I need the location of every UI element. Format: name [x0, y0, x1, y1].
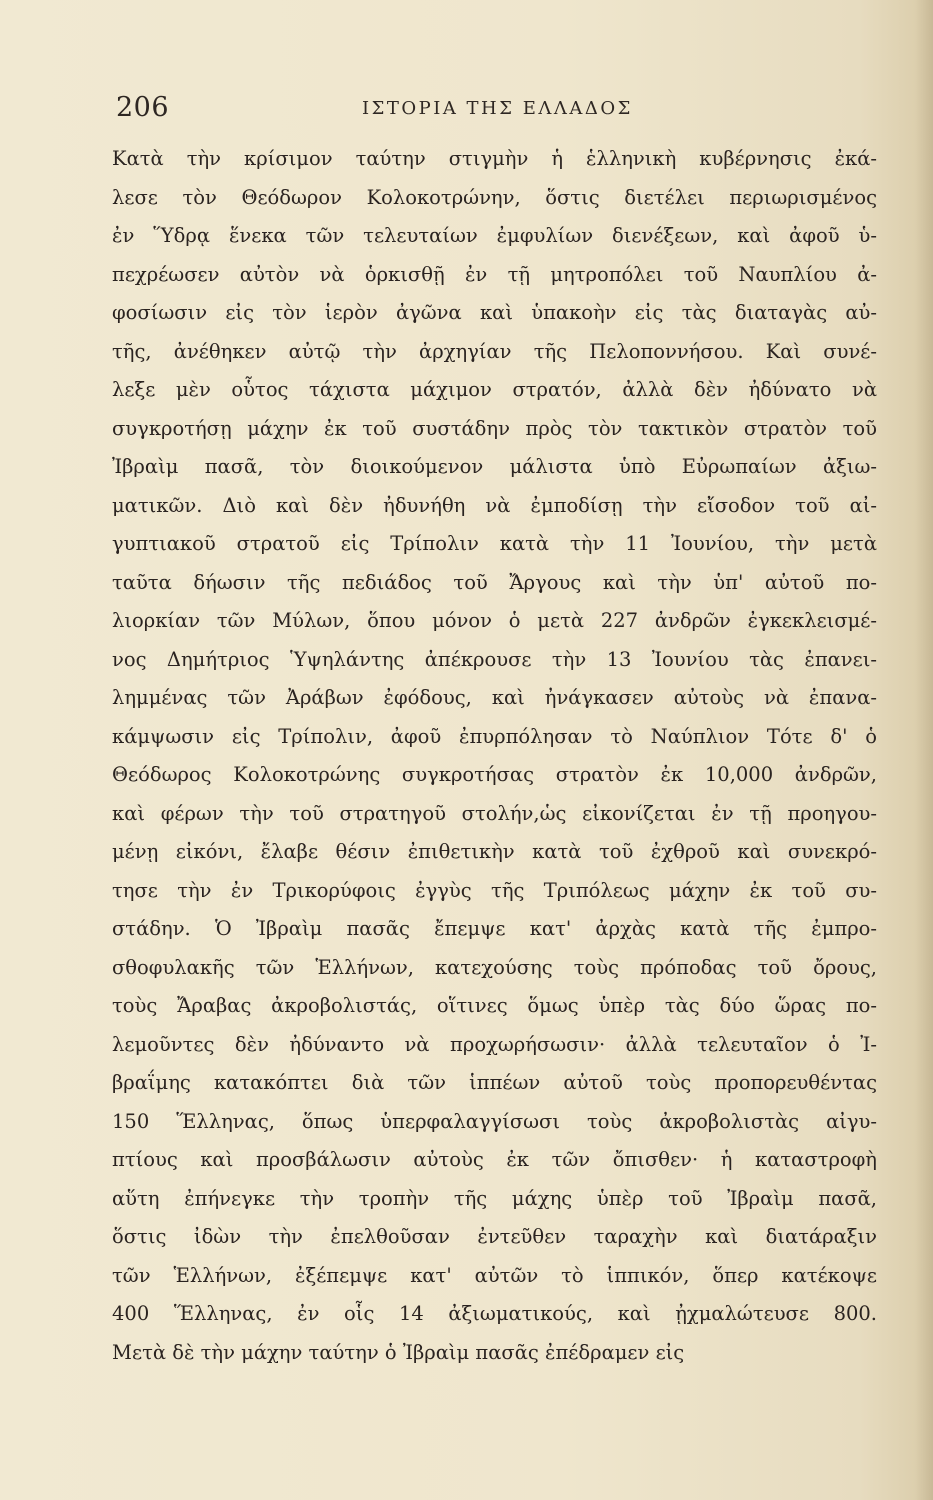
text-line: λεμοῦντες δὲν ἠδύναντο νὰ προχωρήσωσιν· ἀλλὰ τελευταῖον ὁ Ἰ-: [112, 1032, 877, 1056]
page-edge-shadow: [915, 0, 933, 1500]
running-title: ΙΣΤΟΡΙΑ ΤΗΣ ΕΛΛΑΔΟΣ: [362, 98, 633, 119]
text-line: ματικῶν. Διὸ καὶ δὲν ἠδυνήθη νὰ ἐμποδίσῃ τὴν εἴσοδον τοῦ αἰ-: [112, 493, 877, 517]
text-line: λεσε τὸν Θεόδωρον Κολοκοτρώνην, ὅστις διετέλει περιωρισμένος: [112, 185, 877, 209]
text-line: ὅστις ἰδὼν τὴν ἐπελθοῦσαν ἐντεῦθεν ταραχὴν καὶ διατάραξιν: [112, 1225, 877, 1248]
text-line: Ἰβραὶμ πασᾶ, τὸν διοικούμενον μάλιστα ὑπὸ Εὐρωπαίων ἀξιω-: [112, 455, 877, 478]
text-line: γυπτιακοῦ στρατοῦ εἰς Τρίπολιν κατὰ τὴν 11 Ἰουνίου, τὴν μετὰ: [112, 532, 877, 555]
text-line: Μετὰ δὲ τὴν μάχην ταύτην ὁ Ἰβραὶμ πασᾶς ἐπέδραμεν εἰς: [112, 1340, 685, 1364]
text-line: στάδην. Ὁ Ἰβραὶμ πασᾶς ἔπεμψε κατ' ἀρχὰς κατὰ τῆς ἐμπρο-: [112, 917, 877, 940]
text-line: κάμψωσιν εἰς Τρίπολιν, ἀφοῦ ἐπυρπόλησαν τὸ Ναύπλιον Τότε δ' ὁ: [112, 724, 877, 748]
text-line: πεχρέωσεν αὐτὸν νὰ ὁρκισθῇ ἐν τῇ μητροπόλει τοῦ Ναυπλίου ἀ-: [112, 262, 877, 286]
text-line: 150 Ἕλληνας, ὅπως ὑπερφαλαγγίσωσι τοὺς ἀκροβολιστὰς αἰγυ-: [112, 1109, 877, 1133]
text-line: πτίους καὶ προσβάλωσιν αὐτοὺς ἐκ τῶν ὄπισθεν· ἡ καταστροφὴ: [112, 1148, 877, 1171]
text-line: Θεόδωρος Κολοκοτρώνης συγκροτήσας στρατὸν ἐκ 10,000 ἀνδρῶν,: [112, 763, 877, 786]
text-line: Κατὰ τὴν κρίσιμον ταύτην στιγμὴν ἡ ἑλληνικὴ κυβέρνησις ἐκά-: [112, 147, 877, 170]
text-line: συγκροτήσῃ μάχην ἐκ τοῦ συστάδην πρὸς τὸν τακτικὸν στρατὸν τοῦ: [112, 416, 877, 440]
text-line: ταῦτα δήωσιν τῆς πεδιάδος τοῦ Ἄργους καὶ τὴν ὑπ' αὐτοῦ πο-: [112, 570, 877, 594]
page-header: [112, 92, 877, 132]
text-line: λεξε μὲν οὗτος τάχιστα μάχιμον στρατόν, ἀλλὰ δὲν ἠδύνατο νὰ: [112, 378, 877, 401]
text-line: ἐν Ὕδρᾳ ἕνεκα τῶν τελευταίων ἐμφυλίων διενέξεων, καὶ ἀφοῦ ὑ-: [112, 224, 877, 247]
text-line: σθοφυλακῆς τῶν Ἑλλήνων, κατεχούσης τοὺς πρόποδας τοῦ ὄρους,: [112, 955, 877, 979]
text-line: 400 Ἕλληνας, ἐν οἷς 14 ἀξιωματικούς, καὶ ᾐχμαλώτευσε 800.: [112, 1302, 877, 1325]
text-line: καὶ φέρων τὴν τοῦ στρατηγοῦ στολήν,ὡς εἰκονίζεται ἐν τῇ προηγου-: [112, 801, 877, 825]
text-line: φοσίωσιν εἰς τὸν ἱερὸν ἀγῶνα καὶ ὑπακοὴν εἰς τὰς διαταγὰς αὐ-: [112, 301, 877, 324]
text-line: μένῃ εἰκόνι, ἔλαβε θέσιν ἐπιθετικὴν κατὰ τοῦ ἐχθροῦ καὶ συνεκρό-: [112, 840, 877, 863]
text-line: νος Δημήτριος Ὑψηλάντης ἀπέκρουσε τὴν 13 Ἰουνίου τὰς ἐπανει-: [112, 647, 877, 671]
text-line: τῶν Ἑλλήνων, ἐξέπεμψε κατ' αὐτῶν τὸ ἱππικόν, ὅπερ κατέκοψε: [112, 1263, 877, 1287]
body-text: [112, 140, 877, 1372]
text-line: λημμένας τῶν Ἀράβων ἐφόδους, καὶ ἠνάγκασεν αὐτοὺς νὰ ἐπανα-: [112, 686, 877, 709]
text-line: αὕτη ἐπήνεγκε τὴν τροπὴν τῆς μάχης ὑπὲρ τοῦ Ἰβραὶμ πασᾶ,: [112, 1186, 877, 1210]
text-line: λιορκίαν τῶν Μύλων, ὅπου μόνον ὁ μετὰ 227 ἀνδρῶν ἐγκεκλεισμέ-: [112, 609, 877, 632]
page-number: 206: [116, 92, 170, 123]
text-line: τῆς, ἀνέθηκεν αὐτῷ τὴν ἀρχηγίαν τῆς Πελοποννήσου. Καὶ συνέ-: [112, 339, 877, 363]
text-line: τοὺς Ἄραβας ἀκροβολιστάς, οἵτινες ὅμως ὑπὲρ τὰς δύο ὥρας πο-: [112, 994, 877, 1017]
text-line: τησε τὴν ἐν Τρικορύφοις ἐγγὺς τῆς Τριπόλεως μάχην ἐκ τοῦ συ-: [112, 878, 877, 902]
text-line: βραΐμης κατακόπτει διὰ τῶν ἱππέων αὐτοῦ τοὺς προπορευθέντας: [112, 1071, 877, 1094]
